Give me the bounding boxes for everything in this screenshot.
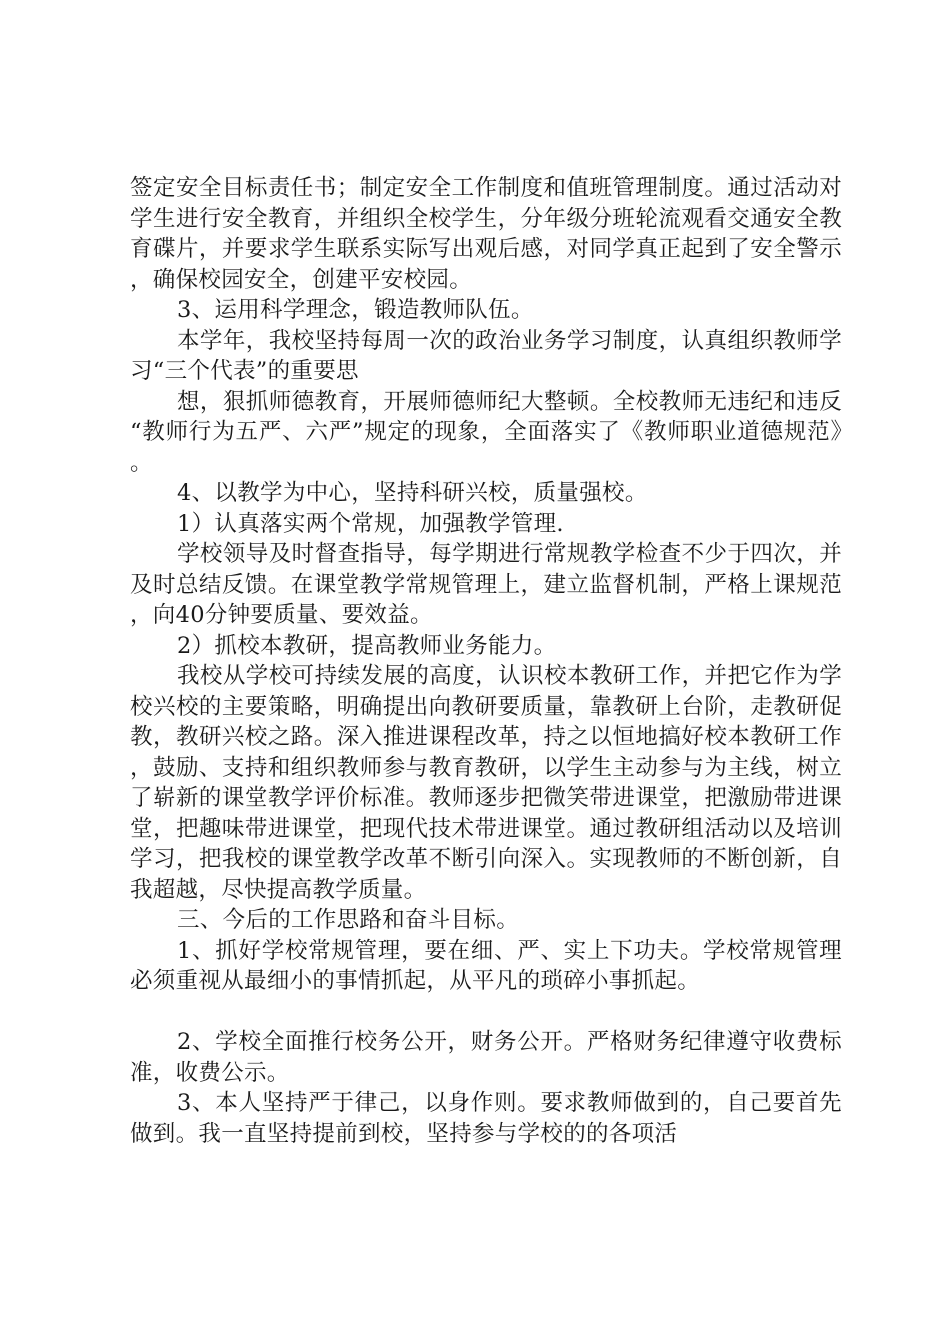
section-heading: 三、今后的工作思路和奋斗目标。: [177, 907, 520, 933]
document-body: [130, 173, 842, 1149]
paragraph: 2）抓校本教研，提高教师业务能力。: [177, 632, 557, 659]
paragraph: 4、以教学为中心，坚持科研兴校，质量强校。: [177, 480, 648, 506]
paragraph: 3、本人坚持严于律己，以身作则。要求教师做到的，自己要首先做到。我一直坚持提前到校，坚持参与学校的的各项活: [130, 1090, 842, 1147]
paragraph: 3、运用科学理念，锻造教师队伍。: [177, 297, 534, 323]
paragraph: 签定安全目标责任书；制定安全工作制度和值班管理制度。通过活动对学生进行安全教育，并组织全校学生，分年级分班轮流观看交通安全教育碟片，并要求学生联系实际写出观后感，对同学真正起到了安全警示，确保校园安全，创建平安校园。: [130, 175, 842, 293]
blank-line: [130, 997, 842, 1028]
paragraph: 想，狠抓师德教育，开展师德师纪大整顿。全校教师无违纪和违反“教师行为五严、六严”规定的现象，全面落实了《教师职业道德规范》。: [130, 388, 842, 476]
paragraph: 本学年，我校坚持每周一次的政治业务学习制度，认真组织教师学习“三个代表”的重要思: [130, 327, 842, 384]
paragraph: 2、学校全面推行校务公开，财务公开。严格财务纪律遵守收费标准，收费公示。: [130, 1029, 842, 1086]
paragraph: 学校领导及时督查指导，每学期进行常规教学检查不少于四次，并及时总结反馈。在课堂教学常规管理上，建立监督机制，严格上课规范，向40分钟要质量、要效益。: [130, 541, 842, 628]
paragraph: 1、抓好学校常规管理，要在细、严、实上下功夫。学校常规管理必须重视从最细小的事情抓起，从平凡的琐碎小事抓起。: [130, 937, 842, 994]
paragraph: 1）认真落实两个常规，加强教学管理.: [177, 510, 564, 537]
paragraph: 我校从学校可持续发展的高度，认识校本教研工作，并把它作为学校兴校的主要策略，明确提出向教研要质量，靠教研上台阶，走教研促教，教研兴校之路。深入推进课程改革，持之以恒地搞好校本教研工作，鼓励、支持和组织教师参与教育教研，以学生主动参与为主线，树立了崭新的课堂教学评价标准。教师逐步把微笑带进课堂，把激励带进课堂，把趣味带进课堂，把现代技术带进课堂。通过教研组活动以及培训学习，把我校的课堂教学改革不断引向深入。实现教师的不断创新，自我超越，尽快提高教学质量。: [130, 663, 842, 903]
